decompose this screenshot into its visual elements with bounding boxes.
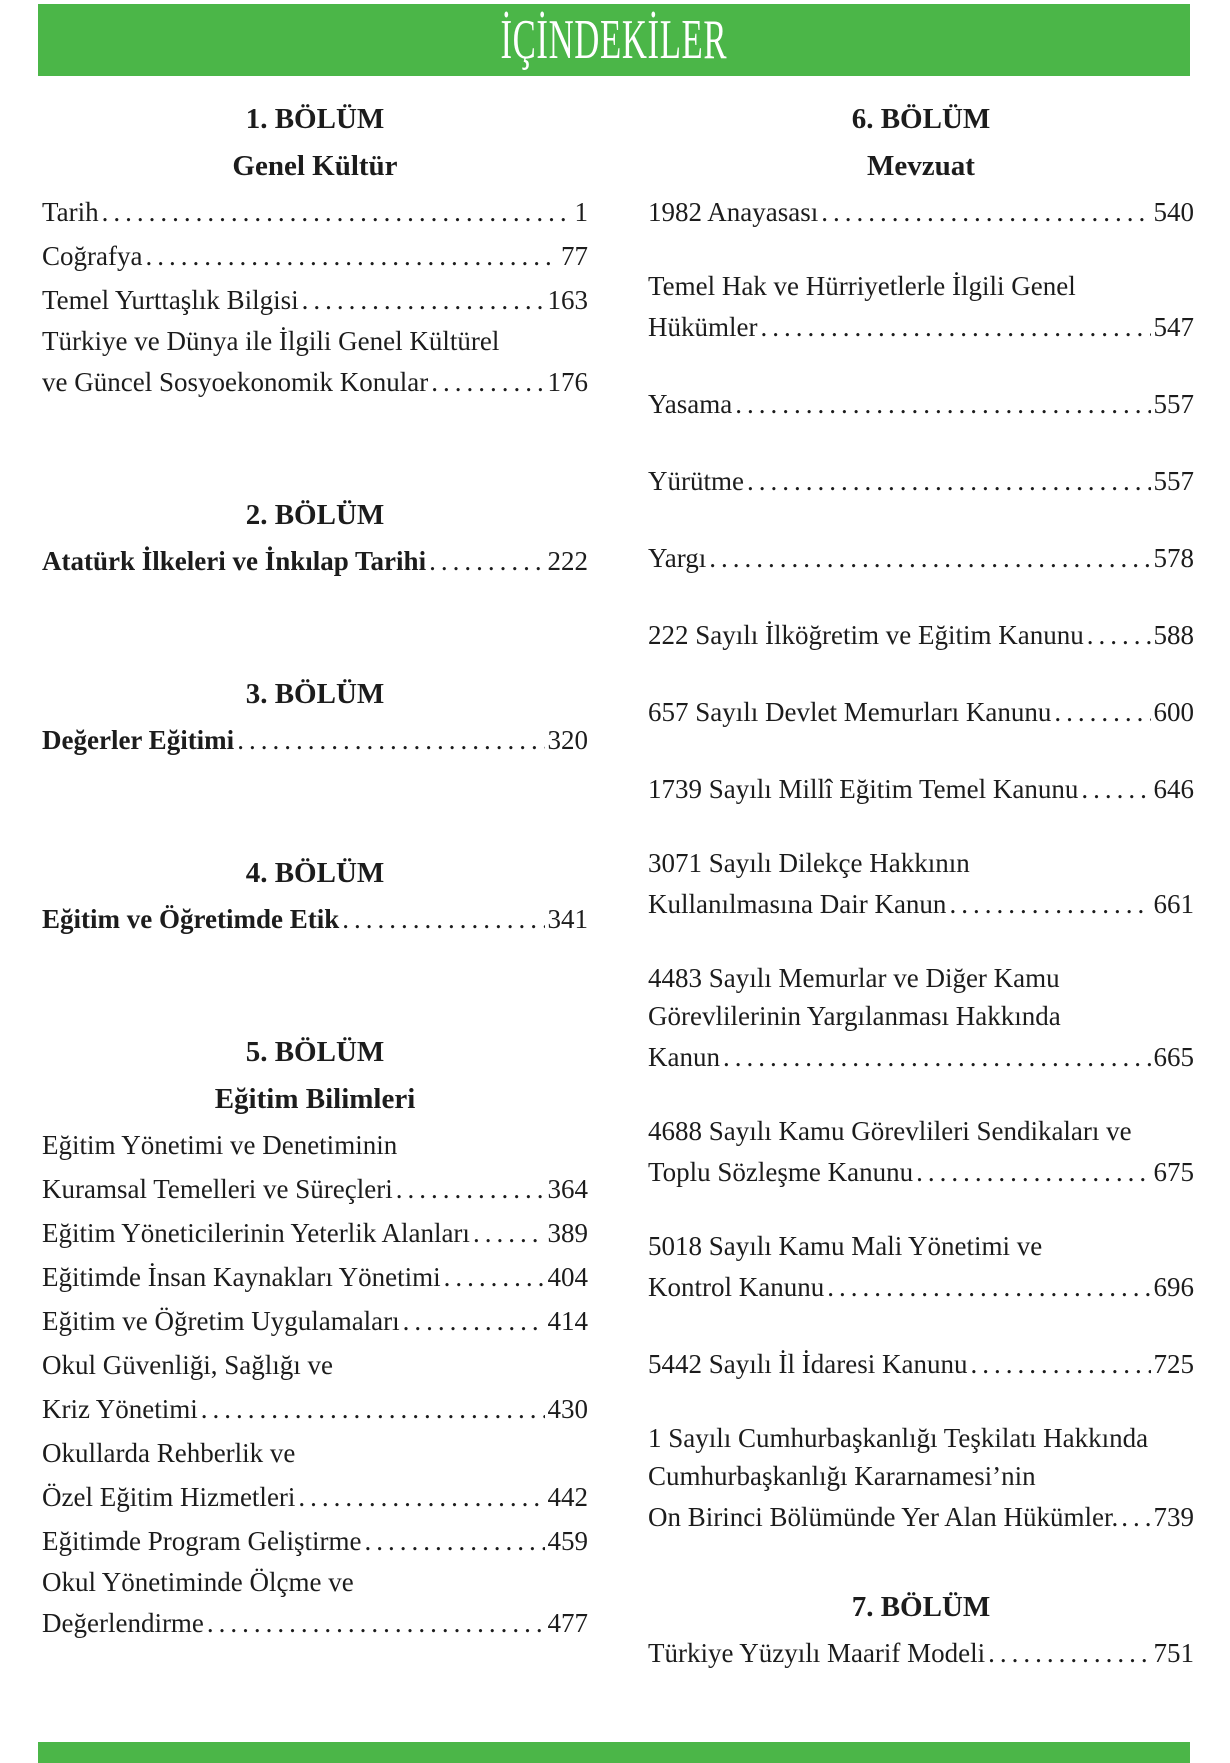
toc-entry-page: 77 (561, 241, 588, 271)
toc-entry-page: 341 (547, 904, 588, 934)
toc-entry-line (648, 767, 1194, 811)
toc-entry-line (648, 613, 1194, 657)
toc-entry-line (42, 1387, 588, 1431)
dot-leader (207, 1601, 545, 1645)
toc-entry-line (42, 1299, 588, 1343)
toc-entry-page: 600 (1153, 697, 1194, 727)
dot-leader (302, 278, 545, 322)
toc-entry-page: 675 (1153, 1157, 1194, 1187)
toc-entry-line (648, 382, 1194, 426)
toc-entry-title: Yargı (648, 543, 707, 573)
toc-entry-page: 430 (547, 1394, 588, 1424)
section-heading-line: 3. BÖLÜM (245, 678, 385, 710)
toc-entry-line (42, 190, 588, 234)
toc-entry-title: Coğrafya (42, 241, 143, 271)
dot-leader (821, 190, 1150, 234)
dot-leader (970, 1342, 1150, 1386)
toc-entry-title: Eğitimde Program Geliştirme (42, 1526, 362, 1556)
toc-entry-line (648, 882, 1194, 926)
toc-entry-title: Yürütme (648, 466, 744, 496)
dot-leader (342, 897, 544, 941)
dot-leader (444, 1255, 545, 1299)
toc-entry-title: Kanun (648, 1042, 720, 1072)
toc-entry-line (648, 190, 1194, 234)
section-heading-line: 4. BÖLÜM (245, 857, 385, 889)
toc-entry (648, 1227, 1194, 1309)
toc-column-right (648, 96, 1194, 1708)
toc-entry-title: Değerlendirme (42, 1608, 204, 1638)
section-heading-line: 5. BÖLÜM (245, 1036, 385, 1068)
toc-entry (42, 234, 588, 278)
toc-entry-title: On Birinci Bölümünde Yer Alan Hükümler. (648, 1502, 1119, 1532)
footer-bar (38, 1742, 1190, 1763)
section-heading (42, 671, 588, 718)
toc-entry-title: Değerler Eğitimi (42, 725, 235, 755)
toc-entry-line (648, 1035, 1194, 1079)
dot-leader (396, 1167, 545, 1211)
toc-entry-page: 578 (1153, 543, 1194, 573)
toc-entry-page: 320 (547, 725, 588, 755)
toc-entry-title: Atatürk İlkeleri ve İnkılap Tarihi (42, 546, 427, 576)
toc-entry-wrap-line: Cumhurbaşkanlığı Kararnamesi’nin (648, 1461, 1036, 1491)
toc-entry-page: 442 (547, 1482, 588, 1512)
toc-entry (648, 767, 1194, 811)
toc-entry-title: Türkiye Yüzyılı Maarif Modeli (648, 1638, 986, 1668)
dot-leader (237, 718, 544, 762)
toc-entry-line (648, 459, 1194, 503)
dot-leader (431, 360, 544, 404)
section-heading-line: Genel Kültür (232, 150, 398, 182)
toc-entry (42, 190, 588, 234)
toc-entry-wrap-line: Okul Güvenliği, Sağlığı ve (42, 1350, 333, 1380)
toc-entry (648, 844, 1194, 926)
toc-entry-line (648, 1342, 1194, 1386)
toc-entry (648, 1112, 1194, 1194)
toc-entry (42, 1123, 588, 1211)
toc-entry-line (648, 1265, 1194, 1309)
toc-entry-line (648, 690, 1194, 734)
toc-entry-title: ve Güncel Sosyoekonomik Konular (42, 367, 429, 397)
toc-entry-page: 665 (1153, 1042, 1194, 1072)
toc-entry-line (42, 278, 588, 322)
toc-entry (648, 1342, 1194, 1386)
dot-leader (723, 1035, 1151, 1079)
dot-leader (735, 382, 1150, 426)
toc-entry (42, 1255, 588, 1299)
dot-leader (1054, 690, 1150, 734)
toc-entry (42, 718, 588, 762)
toc-entry-page: 646 (1153, 774, 1194, 804)
toc-entry (648, 959, 1194, 1079)
toc-entry-wrap-line: Okul Yönetiminde Ölçme ve (42, 1567, 354, 1597)
toc-entry-title: Eğitimde İnsan Kaynakları Yönetimi (42, 1262, 441, 1292)
toc-entry (648, 459, 1194, 503)
toc-entry (42, 1563, 588, 1645)
toc-entry (42, 897, 588, 941)
section-heading (42, 96, 588, 190)
dot-leader (827, 1265, 1150, 1309)
toc-entry-title: Özel Eğitim Hizmetleri (42, 1482, 296, 1512)
toc-entry-page: 389 (547, 1218, 588, 1248)
toc-entry-page: 588 (1153, 620, 1194, 650)
toc-entry-title: Eğitim ve Öğretim Uygulamaları (42, 1306, 400, 1336)
toc-entry (42, 322, 588, 404)
dot-leader (916, 1150, 1150, 1194)
toc-entry (648, 1631, 1194, 1675)
toc-entry (42, 1343, 588, 1431)
toc-entry-wrap-line: Eğitim Yönetimi ve Denetiminin (42, 1130, 398, 1160)
toc-entry-wrap-line: 1 Sayılı Cumhurbaşkanlığı Teşkilatı Hakkında (648, 1423, 1149, 1453)
toc-entry-title: Eğitim ve Öğretimde Etik (42, 904, 340, 934)
dot-leader (473, 1211, 545, 1255)
toc-entry-title: Temel Yurttaşlık Bilgisi (42, 285, 299, 315)
section-heading-line: 7. BÖLÜM (851, 1591, 991, 1623)
section-heading (42, 492, 588, 539)
toc-entry-page: 414 (547, 1306, 588, 1336)
toc-entry-title: Yasama (648, 389, 733, 419)
toc-entry-page: 1 (574, 197, 588, 227)
toc-entry-wrap-line: Okullarda Rehberlik ve (42, 1438, 296, 1468)
toc-entry-line (42, 1211, 588, 1255)
toc-entry-page: 540 (1153, 197, 1194, 227)
toc-entry-page: 404 (547, 1262, 588, 1292)
toc-entry-title: 222 Sayılı İlköğretim ve Eğitim Kanunu (648, 620, 1084, 650)
toc-entry-page: 163 (547, 285, 588, 315)
toc-entry-title: 657 Sayılı Devlet Memurları Kanunu (648, 697, 1052, 727)
toc-entry-title: 1982 Anayasası (648, 197, 819, 227)
toc-entry-line (42, 539, 588, 583)
toc-entry-title: Tarih (42, 197, 99, 227)
dot-leader (102, 190, 572, 234)
dot-leader (145, 234, 558, 278)
toc-entry-wrap-line: Görevlilerinin Yargılanması Hakkında (648, 1001, 1061, 1031)
toc-entry (42, 1211, 588, 1255)
toc-entry-title: Toplu Sözleşme Kanunu (648, 1157, 914, 1187)
toc-entry-page: 222 (547, 546, 588, 576)
toc-entry-page: 751 (1153, 1638, 1194, 1668)
toc-entry (648, 613, 1194, 657)
toc-entry-title: 1739 Sayılı Millî Eğitim Temel Kanunu (648, 774, 1079, 804)
toc-entry-line (42, 1167, 588, 1211)
toc-entry-page: 477 (547, 1608, 588, 1638)
toc-entry-title: Kuramsal Temelleri ve Süreçleri (42, 1174, 393, 1204)
dot-leader (760, 305, 1150, 349)
toc-entry-line (42, 360, 588, 404)
toc-entry-title: 5442 Sayılı İl İdaresi Kanunu (648, 1349, 968, 1379)
section-heading (648, 1584, 1194, 1631)
toc-entry-wrap-line: 3071 Sayılı Dilekçe Hakkının (648, 848, 970, 878)
section-heading (42, 850, 588, 897)
toc-entry-line (648, 536, 1194, 580)
toc-entry (42, 1299, 588, 1343)
toc-entry (648, 267, 1194, 349)
toc-entry-page: 739 (1153, 1502, 1194, 1532)
toc-entry-wrap-line: 4483 Sayılı Memurlar ve Diğer Kamu (648, 963, 1060, 993)
toc-entry-page: 364 (547, 1174, 588, 1204)
toc-entry (648, 190, 1194, 234)
toc-entry-page: 557 (1153, 389, 1194, 419)
toc-entry-title: Eğitim Yöneticilerinin Yeterlik Alanları (42, 1218, 470, 1248)
toc-entry (648, 1419, 1194, 1539)
section-heading-line: 1. BÖLÜM (245, 103, 385, 135)
toc-entry-line (42, 234, 588, 278)
dot-leader (429, 539, 544, 583)
dot-leader (949, 882, 1150, 926)
toc-entry-wrap-line: 5018 Sayılı Kamu Mali Yönetimi ve (648, 1231, 1043, 1261)
toc-entry (42, 278, 588, 322)
toc-column-left (42, 96, 588, 1645)
toc-entry-wrap-line: Temel Hak ve Hürriyetlerle İlgili Genel (648, 271, 1076, 301)
toc-entry-page: 459 (547, 1526, 588, 1556)
toc-entry (42, 1519, 588, 1563)
toc-entry-line (648, 1150, 1194, 1194)
dot-leader (1081, 767, 1150, 811)
toc-entry-page: 547 (1153, 312, 1194, 342)
section-heading-line: Mevzuat (867, 150, 975, 182)
page-title: İÇİNDEKİLER (500, 9, 728, 71)
toc-entry (42, 539, 588, 583)
toc-entry-line (648, 1631, 1194, 1675)
toc-entry-title: Kullanılmasına Dair Kanun (648, 889, 947, 919)
toc-entry-line (648, 305, 1194, 349)
dot-leader (709, 536, 1150, 580)
toc-entry-page: 176 (547, 367, 588, 397)
toc-entry-wrap-line: 4688 Sayılı Kamu Görevlileri Sendikaları ve (648, 1116, 1132, 1146)
dot-leader (364, 1519, 544, 1563)
section-heading-line: 2. BÖLÜM (245, 499, 385, 531)
toc-entry-page: 725 (1153, 1349, 1194, 1379)
toc-entry-wrap-line: Türkiye ve Dünya ile İlgili Genel Kültürel (42, 326, 500, 356)
toc-entry-line (42, 1255, 588, 1299)
dot-leader (201, 1387, 545, 1431)
title-bar (38, 4, 1190, 76)
dot-leader (1121, 1495, 1150, 1539)
toc-entry (648, 536, 1194, 580)
section-heading-line: Eğitim Bilimleri (214, 1083, 416, 1115)
toc-entry-line (42, 897, 588, 941)
toc-entry-line (42, 1475, 588, 1519)
toc-entry-line (648, 1495, 1194, 1539)
toc-entry-page: 661 (1153, 889, 1194, 919)
toc-entry-line (42, 1519, 588, 1563)
dot-leader (298, 1475, 544, 1519)
dot-leader (1087, 613, 1151, 657)
toc-entry (42, 1431, 588, 1519)
section-heading (648, 96, 1194, 190)
toc-entry-title: Kontrol Kanunu (648, 1272, 825, 1302)
toc-entry-line (42, 1601, 588, 1645)
toc-entry-page: 696 (1153, 1272, 1194, 1302)
toc-entry-page: 557 (1153, 466, 1194, 496)
toc-entry-line (42, 718, 588, 762)
toc-entry-title: Kriz Yönetimi (42, 1394, 198, 1424)
toc-entry (648, 690, 1194, 734)
dot-leader (747, 459, 1151, 503)
dot-leader (403, 1299, 545, 1343)
toc-entry (648, 382, 1194, 426)
dot-leader (988, 1631, 1150, 1675)
section-heading (42, 1029, 588, 1123)
section-heading-line: 6. BÖLÜM (851, 103, 991, 135)
toc-entry-title: Hükümler (648, 312, 758, 342)
